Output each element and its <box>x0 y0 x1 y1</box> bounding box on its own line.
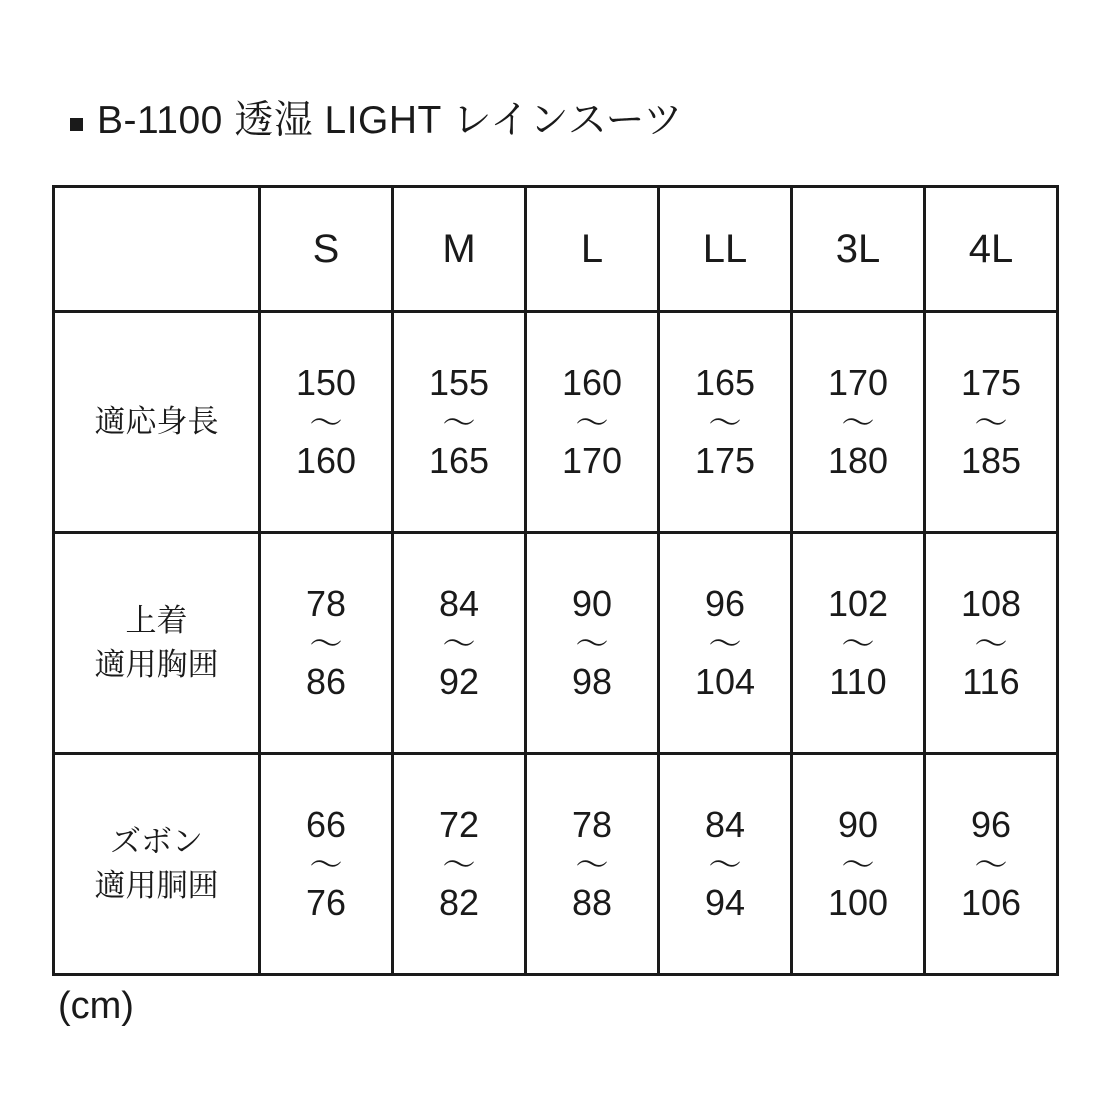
cell-chest-m <box>393 533 526 754</box>
row-label-line1: 上着 <box>125 602 188 638</box>
cell-chest-s <box>260 533 393 754</box>
value-max: 175 <box>694 439 756 481</box>
cell-height-ll <box>659 312 792 533</box>
cell-waist-3l <box>792 754 925 975</box>
value-max: 94 <box>704 881 746 923</box>
cell-waist-4l <box>925 754 1058 975</box>
value-min: 170 <box>827 362 889 404</box>
cell-chest-3l <box>792 533 925 754</box>
cell-chest-4l <box>925 533 1058 754</box>
range-separator: 〜 <box>708 624 742 662</box>
value-max: 76 <box>305 881 347 923</box>
value-max: 92 <box>438 660 480 702</box>
value-min: 66 <box>305 804 347 846</box>
range-separator: 〜 <box>974 624 1008 662</box>
value-max: 88 <box>571 881 613 923</box>
value-min: 96 <box>704 583 746 625</box>
value-min: 155 <box>428 362 490 404</box>
range-separator: 〜 <box>841 624 875 662</box>
value-min: 160 <box>561 362 623 404</box>
column-header-l: L <box>526 187 659 312</box>
range-separator: 〜 <box>841 403 875 441</box>
range-separator: 〜 <box>309 845 343 883</box>
value-max: 185 <box>960 439 1022 481</box>
value-min: 84 <box>438 583 480 625</box>
value-min: 165 <box>694 362 756 404</box>
value-max: 104 <box>694 660 756 702</box>
value-max: 116 <box>962 660 1020 702</box>
cell-waist-l <box>526 754 659 975</box>
table-header-row <box>54 187 1058 312</box>
value-min: 90 <box>837 804 879 846</box>
page-title-text: B-1100 透湿 LIGHT レインスーツ <box>97 99 683 142</box>
column-header-s: S <box>260 187 393 312</box>
value-max: 106 <box>960 881 1022 923</box>
value-min: 78 <box>571 804 613 846</box>
value-max: 160 <box>295 439 357 481</box>
cell-waist-m <box>393 754 526 975</box>
value-max: 170 <box>561 439 623 481</box>
value-max: 82 <box>438 881 480 923</box>
range-separator: 〜 <box>974 403 1008 441</box>
cell-height-m <box>393 312 526 533</box>
cell-chest-ll <box>659 533 792 754</box>
cell-waist-ll <box>659 754 792 975</box>
value-max: 165 <box>428 439 490 481</box>
table-row <box>54 754 1058 975</box>
value-min: 102 <box>827 583 889 625</box>
cell-chest-l <box>526 533 659 754</box>
range-separator: 〜 <box>442 624 476 662</box>
page-title <box>70 100 683 143</box>
range-separator: 〜 <box>309 403 343 441</box>
value-min: 96 <box>970 804 1012 846</box>
row-label-height: 適応身長 <box>54 312 260 533</box>
cell-height-s <box>260 312 393 533</box>
range-separator: 〜 <box>575 624 609 662</box>
value-max: 100 <box>827 881 889 923</box>
value-max: 180 <box>827 439 889 481</box>
square-bullet-icon <box>70 118 83 131</box>
row-label-waist <box>54 754 260 975</box>
value-min: 150 <box>295 362 357 404</box>
row-label-line1: ズボン <box>110 823 203 859</box>
range-separator: 〜 <box>442 845 476 883</box>
range-separator: 〜 <box>841 845 875 883</box>
value-min: 90 <box>571 583 613 625</box>
value-min: 175 <box>960 362 1022 404</box>
column-header-4l: 4L <box>925 187 1058 312</box>
table-row <box>54 312 1058 533</box>
range-separator: 〜 <box>575 403 609 441</box>
range-separator: 〜 <box>442 403 476 441</box>
column-header-ll: LL <box>659 187 792 312</box>
cell-height-l <box>526 312 659 533</box>
range-separator: 〜 <box>708 403 742 441</box>
range-separator: 〜 <box>708 845 742 883</box>
range-separator: 〜 <box>309 624 343 662</box>
column-header-m: M <box>393 187 526 312</box>
column-header-3l: 3L <box>792 187 925 312</box>
value-min: 84 <box>704 804 746 846</box>
row-label-line2: 適用胴囲 <box>94 868 219 903</box>
table-corner-cell <box>54 187 260 312</box>
size-table <box>52 185 1059 976</box>
table-row <box>54 533 1058 754</box>
cell-height-4l <box>925 312 1058 533</box>
range-separator: 〜 <box>575 845 609 883</box>
cell-height-3l <box>792 312 925 533</box>
cell-waist-s <box>260 754 393 975</box>
range-separator: 〜 <box>974 845 1008 883</box>
row-label-line2: 適用胸囲 <box>94 647 219 682</box>
value-min: 108 <box>960 583 1022 625</box>
value-min: 72 <box>438 804 480 846</box>
value-max: 98 <box>571 660 613 702</box>
value-max: 110 <box>829 660 887 702</box>
value-max: 86 <box>305 660 347 702</box>
unit-note: (cm) <box>58 985 134 1027</box>
value-min: 78 <box>305 583 347 625</box>
row-label-chest <box>54 533 260 754</box>
